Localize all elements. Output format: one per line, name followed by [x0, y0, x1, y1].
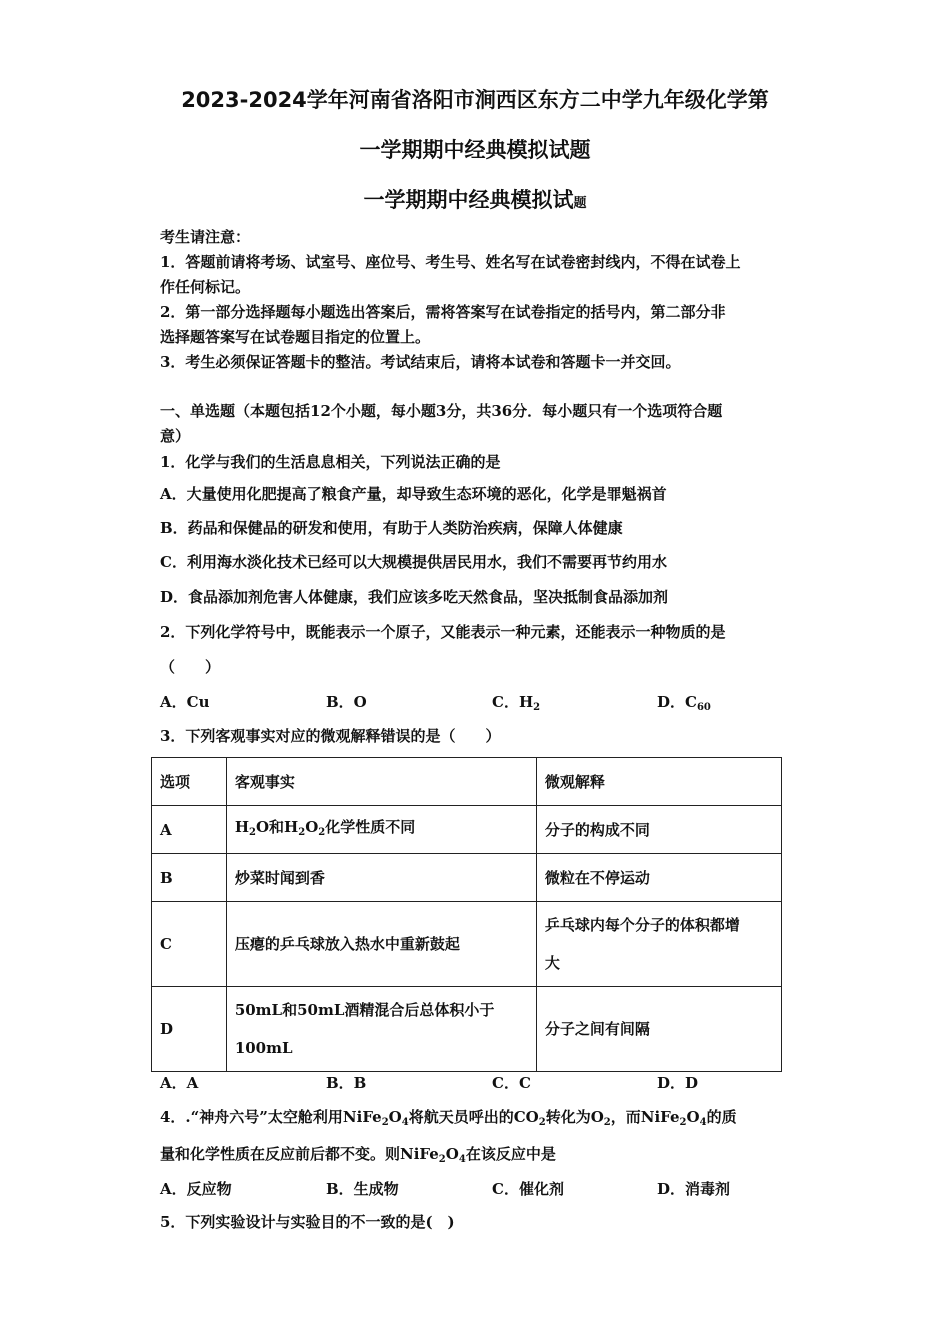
q4-stem-line2	[160, 1143, 800, 1171]
q5-stem: 5．下列实验设计与实验目的不一致的是( )	[160, 1213, 455, 1231]
q3-option-b: B．B	[326, 1074, 367, 1092]
q1-option-c: C．利用海水淡化技术已经可以大规模提供居民用水，我们不需要再节约用水	[160, 553, 667, 571]
q4-text: 将航天员呼出的CO	[408, 1108, 539, 1126]
q3-row-a-label: A	[152, 806, 227, 854]
q4-text: 4．.“神舟六号”太空舱利用NiFe	[160, 1108, 382, 1126]
q3-row-c-label: C	[152, 902, 227, 987]
q3-row-d-label: D	[152, 987, 227, 1072]
notice-item2b: 选择题答案写在试卷题目指定的位置上。	[160, 328, 431, 346]
q3-row-d-explain: 分子之间有间隔	[536, 987, 781, 1072]
q3-header-fact: 客观事实	[226, 758, 536, 806]
q3-row-a-fact	[226, 806, 536, 854]
q3-table-header-row	[152, 758, 782, 806]
section1-heading-b: 意）	[160, 427, 191, 445]
q2-option-d-sub: 60	[696, 702, 711, 713]
q4-stem-line1	[160, 1106, 800, 1134]
q4-text: 转化为O	[545, 1108, 604, 1126]
q3-row-d-fact-a: 50mL和50mL酒精混合后总体积小于	[234, 1001, 495, 1019]
q3-option-c: C．C	[492, 1074, 531, 1092]
q3-row-a-fact-part: H	[234, 817, 249, 836]
q4-text: 量和化学性质在反应前后都不变。则NiFe	[160, 1145, 439, 1163]
notice-item2a: 2．第一部分选择题每小题选出答案后，需将答案写在试卷指定的括号内，第二部分非	[160, 303, 726, 321]
q3-row-c-explain	[536, 902, 781, 987]
exam-title-line3-main: 一学期期中经典模拟试	[363, 188, 574, 212]
q2-stem: 2．下列化学符号中，既能表示一个原子，又能表示一种元素，还能表示一种物质的是	[160, 623, 726, 641]
exam-title-line2: 一学期期中经典模拟试题	[359, 138, 591, 162]
q2-option-d-main: D．C	[657, 693, 697, 711]
q4-sub: 2	[603, 1117, 611, 1128]
q4-text: 的质	[706, 1108, 737, 1126]
q3-header-option: 选项	[152, 758, 227, 806]
q3-row-a-fact-part: 化学性质不同	[325, 817, 416, 836]
q3-row-d-fact-b: 100mL	[234, 1039, 293, 1057]
q4-sub: 4	[401, 1117, 409, 1128]
exam-title-line3	[0, 186, 950, 218]
q3-row-a-fact-part: O和H	[255, 817, 299, 836]
q3-row-c-fact: 压瘪的乒乓球放入热水中重新鼓起	[226, 902, 536, 987]
q4-sub: 2	[538, 1117, 546, 1128]
q2-option-c-main: C．H	[492, 693, 534, 711]
q4-sub: 4	[458, 1154, 466, 1165]
q1-option-d: D．食品添加剂危害人体健康，我们应该多吃天然食品，坚决抵制食品添加剂	[160, 588, 669, 606]
q3-row-a-fact-sub: 2	[318, 826, 326, 838]
q2-option-d	[657, 691, 711, 719]
q3-row-c-explain-a: 乒乓球内每个分子的体积都增	[544, 916, 740, 934]
q3-row-d	[152, 987, 782, 1072]
q4-text: ，而NiFe	[610, 1108, 680, 1126]
q3-row-a-explain: 分子的构成不同	[536, 806, 781, 854]
q1-option-a: A．大量使用化肥提高了粮食产量，却导致生态环境的恶化，化学是罪魁祸首	[160, 485, 667, 503]
q3-header-explain: 微观解释	[536, 758, 781, 806]
q3-row-c-explain-b: 大	[544, 954, 560, 972]
q3-row-b-explain: 微粒在不停运动	[536, 854, 781, 902]
notice-item3: 3．考生必须保证答题卡的整洁。考试结束后，请将本试卷和答题卡一并交回。	[160, 353, 681, 371]
q4-option-a: A．反应物	[160, 1180, 232, 1198]
q4-option-c: C．催化剂	[492, 1180, 564, 1198]
exam-title-line3-tail: 题	[573, 196, 587, 211]
q3-table	[151, 757, 782, 1072]
q4-sub: 2	[438, 1154, 446, 1165]
q4-sub: 2	[679, 1117, 687, 1128]
q2-option-a: A．Cu	[160, 693, 210, 711]
q1-stem: 1．化学与我们的生活息息相关，下列说法正确的是	[160, 453, 501, 471]
q3-row-a-fact-sub: 2	[249, 826, 256, 838]
notice-item1b: 作任何标记。	[160, 278, 251, 296]
q4-option-d: D．消毒剂	[657, 1180, 731, 1198]
q4-text: 在该反应中是	[465, 1145, 556, 1163]
q4-option-b: B．生成物	[326, 1180, 399, 1198]
q4-text: O	[445, 1145, 459, 1163]
q4-sub: 2	[381, 1117, 389, 1128]
q1-option-b: B．药品和保健品的研发和使用，有助于人类防治疾病，保障人体健康	[160, 519, 623, 537]
exam-title-line1: 2023-2024学年河南省洛阳市涧西区东方二中学九年级化学第	[181, 88, 769, 112]
q2-option-c	[492, 691, 540, 719]
q3-row-b-fact: 炒菜时闻到香	[226, 854, 536, 902]
q3-row-b	[152, 854, 782, 902]
q3-stem: 3．下列客观事实对应的微观解释错误的是（ ）	[160, 727, 501, 745]
q3-row-b-label: B	[152, 854, 227, 902]
notice-item1a: 1．答题前请将考场、试室号、座位号、考生号、姓名写在试卷密封线内，不得在试卷上	[160, 253, 741, 271]
q3-row-a-fact-part: O	[305, 817, 319, 836]
notice-heading: 考生请注意：	[160, 228, 251, 246]
q3-row-a	[152, 806, 782, 854]
section1-heading-a: 一、单选题（本题包括12个小题，每小题3分，共36分．每小题只有一个选项符合题	[160, 402, 723, 420]
q3-option-a: A．A	[160, 1074, 199, 1092]
q4-sub: 4	[699, 1117, 707, 1128]
q3-row-a-fact-sub: 2	[298, 826, 306, 838]
q4-text: O	[388, 1108, 402, 1126]
q3-row-d-fact	[226, 987, 536, 1072]
q2-option-c-sub: 2	[533, 702, 541, 713]
q3-row-c	[152, 902, 782, 987]
q2-paren: （ ）	[160, 658, 221, 676]
q4-text: O	[686, 1108, 700, 1126]
q3-option-d: D．D	[657, 1074, 699, 1092]
q2-option-b: B．O	[326, 693, 367, 711]
